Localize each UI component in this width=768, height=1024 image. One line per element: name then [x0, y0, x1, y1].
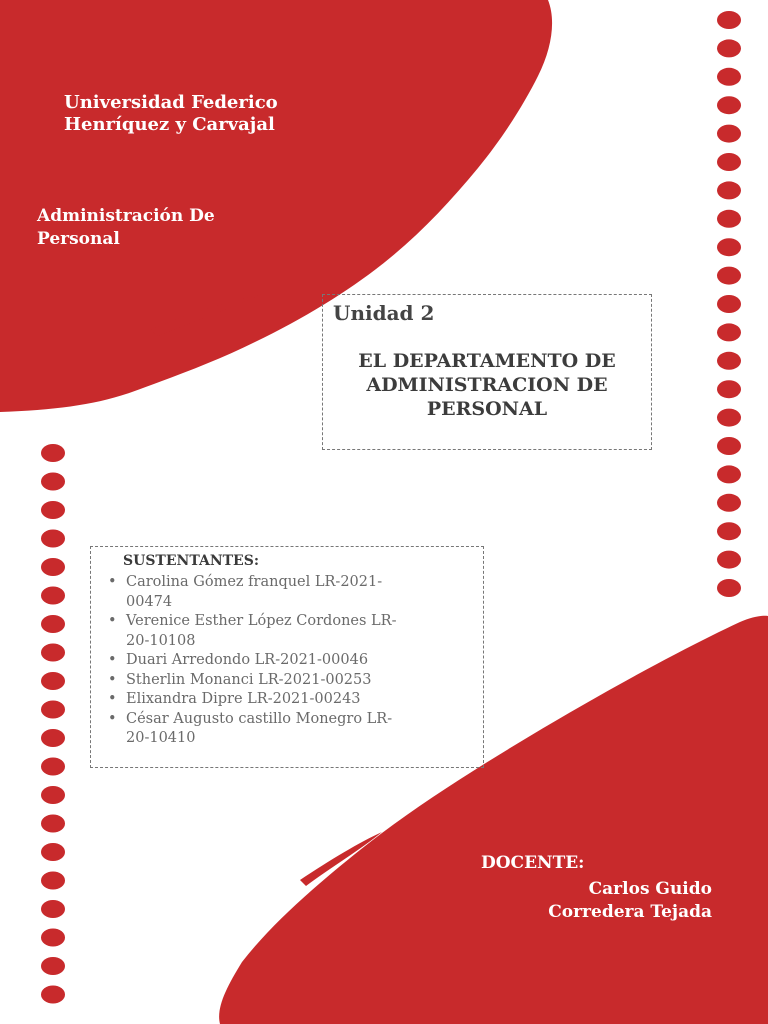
decorative-dot	[41, 530, 65, 548]
teacher-name-line: Corredera Tejada	[548, 902, 712, 922]
presenter-line: 00474	[126, 593, 173, 610]
decorative-dot	[41, 815, 65, 833]
presenter-item	[105, 690, 475, 710]
decorative-dot	[41, 758, 65, 776]
course-name	[37, 205, 215, 251]
presenters-list	[105, 573, 475, 749]
presenter-line: • Stherlin Monanci LR-2021-00253	[126, 671, 372, 688]
decorative-dot	[717, 380, 741, 398]
decorative-dot	[717, 267, 741, 285]
decorative-dot	[41, 701, 65, 719]
decorative-dot	[41, 587, 65, 605]
university-name-line: Universidad Federico	[64, 92, 278, 113]
decorative-dot	[41, 843, 65, 861]
university-name	[64, 92, 278, 136]
decorative-dot	[717, 465, 741, 483]
decorative-dot	[41, 444, 65, 462]
decorative-dot	[41, 644, 65, 662]
presenters-heading: SUSTENTANTES:	[123, 553, 259, 569]
presenter-line: 20-10410	[126, 730, 196, 746]
decorative-dot	[41, 558, 65, 576]
title-box	[322, 294, 652, 450]
presenter-item	[105, 612, 475, 651]
decorative-dot	[717, 494, 741, 512]
presenter-item	[105, 710, 475, 749]
decorative-dot	[41, 929, 65, 947]
decorative-dot	[41, 615, 65, 633]
decorative-dot	[41, 986, 65, 1004]
decorative-dot	[41, 473, 65, 491]
presenter-item	[105, 651, 475, 671]
decorative-dot	[717, 68, 741, 86]
decorative-dot	[717, 125, 741, 143]
left-dot-column	[41, 444, 65, 1004]
decorative-dot	[717, 153, 741, 171]
main-title-line: EL DEPARTAMENTO DE	[358, 350, 616, 372]
presenter-line: • Carolina Gómez franquel LR-2021-	[126, 574, 383, 590]
decorative-dot	[717, 352, 741, 370]
teacher-heading: DOCENTE:	[481, 853, 585, 873]
decorative-dot	[41, 872, 65, 890]
decorative-dot	[717, 238, 741, 256]
presenter-line: • Duari Arredondo LR-2021-00046	[126, 652, 369, 668]
decorative-dot	[41, 729, 65, 747]
presenter-line: • César Augusto castillo Monegro LR-	[126, 710, 393, 727]
presenter-line: • Verenice Esther López Cordones LR-	[126, 613, 397, 629]
presenter-item	[105, 671, 475, 691]
decorative-dot	[717, 11, 741, 29]
presenters-box	[90, 546, 484, 768]
decorative-dot	[41, 957, 65, 975]
course-name-line: Administración De	[37, 206, 215, 226]
decorative-dot	[41, 786, 65, 804]
decorative-dot	[717, 323, 741, 341]
decorative-dot	[717, 522, 741, 540]
teacher-name-line: Carlos Guido	[588, 879, 712, 899]
main-title-line: ADMINISTRACION DE	[366, 374, 608, 396]
decorative-dot	[41, 900, 65, 918]
decorative-dot	[717, 295, 741, 313]
presenter-line: • Elixandra Dipre LR-2021-00243	[126, 691, 361, 707]
unit-label: Unidad 2	[333, 301, 435, 325]
decorative-dot	[717, 579, 741, 597]
decorative-dot	[717, 181, 741, 199]
main-title-line: PERSONAL	[426, 398, 548, 420]
course-name-line: Personal	[37, 229, 120, 249]
presenter-line: 20-10108	[126, 632, 196, 649]
decorative-dot	[717, 409, 741, 427]
decorative-dot	[717, 210, 741, 228]
decorative-dot	[41, 672, 65, 690]
decorative-dot	[717, 96, 741, 114]
presenter-item	[105, 573, 475, 612]
university-name-line: Henríquez y Carvajal	[64, 114, 275, 135]
decorative-dot	[717, 39, 741, 57]
decorative-dot	[717, 437, 741, 455]
decorative-dot	[717, 551, 741, 569]
right-dot-column	[717, 11, 741, 597]
main-title	[323, 349, 651, 421]
decorative-dot	[41, 501, 65, 519]
teacher-name	[500, 878, 712, 924]
